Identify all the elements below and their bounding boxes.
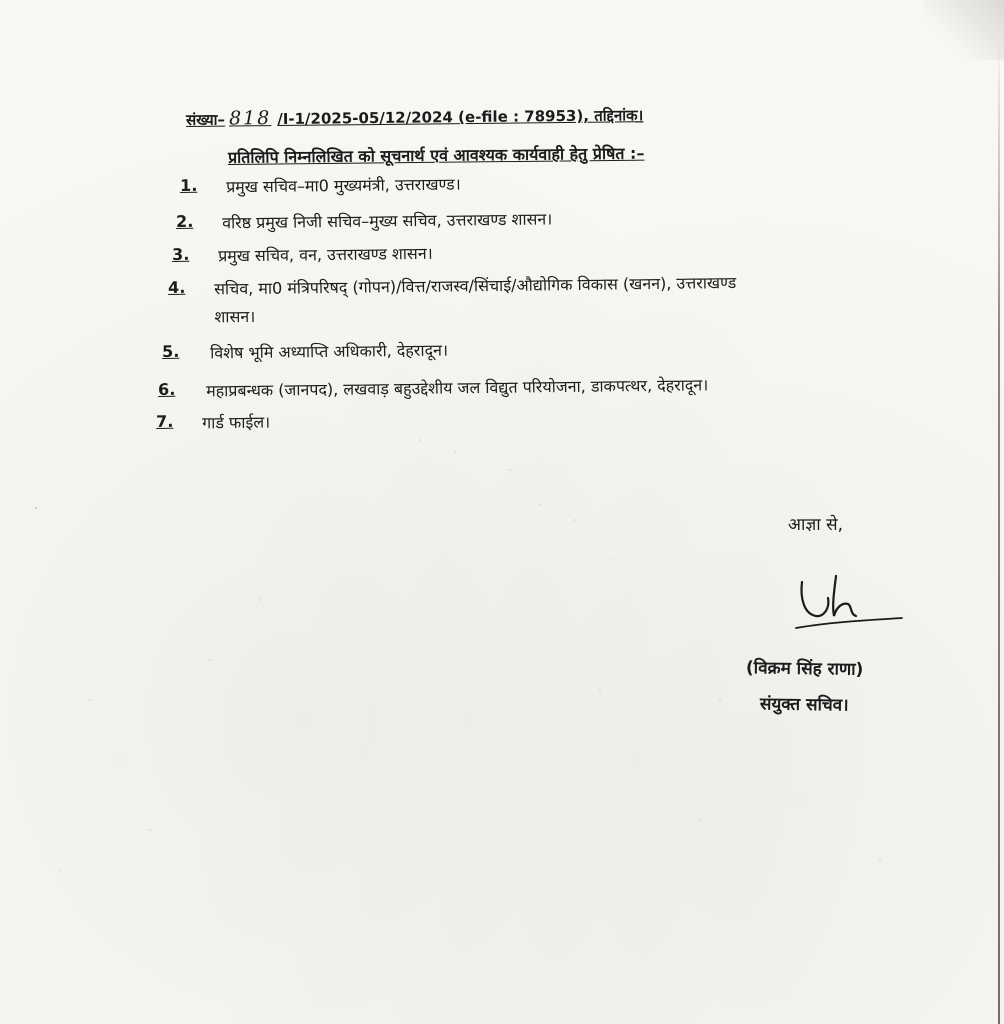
recipient-text: प्रमुख सचिव–मा0 मुख्यमंत्री, उत्तराखण्ड। — [226, 174, 461, 197]
reference-suffix: /I-1/2025-05/12/2024 (e-file : 78953), तद्दिनांक। — [277, 106, 644, 129]
recipient-text: प्रमुख सचिव, वन, उत्तराखण्ड शासन। — [218, 243, 433, 266]
copy-heading: प्रतिलिपि निम्नलिखित को सूचनार्थ एवं आवश्यक कार्यवाही हेतु प्रेषित :– — [227, 143, 645, 167]
recipient-number: 6. — [158, 379, 176, 399]
by-order-text: आज्ञा से, — [788, 515, 843, 535]
recipient-number: 5. — [162, 341, 180, 361]
reference-line — [186, 103, 644, 130]
recipient-number: 4. — [168, 277, 186, 297]
recipient-number: 7. — [156, 411, 174, 431]
recipient-text: गार्ड फाईल। — [202, 412, 271, 433]
handwritten-signature — [790, 568, 910, 638]
reference-number: 818 — [228, 107, 272, 130]
recipient-number: 3. — [172, 244, 190, 264]
reference-label: संख्या– — [185, 110, 226, 129]
signer-name: (विक्रम सिंह राणा) — [745, 658, 864, 680]
page-edge-shadow — [998, 40, 1000, 1024]
signer-designation: संयुक्त सचिव। — [759, 694, 849, 716]
recipient-text: महाप्रबन्धक (जानपद), लखवाड़ बहुउद्देशीय जल विद्युत परियोजना, डाकपत्थर, देहरादून। — [206, 375, 709, 401]
page-corner-shadow — [924, 0, 1004, 60]
recipient-text: विशेष भूमि अध्याप्ति अधिकारी, देहरादून। — [210, 340, 449, 363]
recipient-text: सचिव, मा0 मंत्रिपरिषद् (गोपन)/वित्त/राजस्व/सिंचाई/औद्योगिक विकास (खनन), उत्तराखण्ड — [214, 273, 737, 299]
recipient-number: 2. — [176, 211, 194, 231]
recipient-text-continued: शासन। — [214, 306, 256, 327]
recipient-number: 1. — [180, 175, 198, 195]
recipient-text: वरिष्ठ प्रमुख निजी सचिव–मुख्य सचिव, उत्तराखण्ड शासन। — [222, 209, 553, 233]
